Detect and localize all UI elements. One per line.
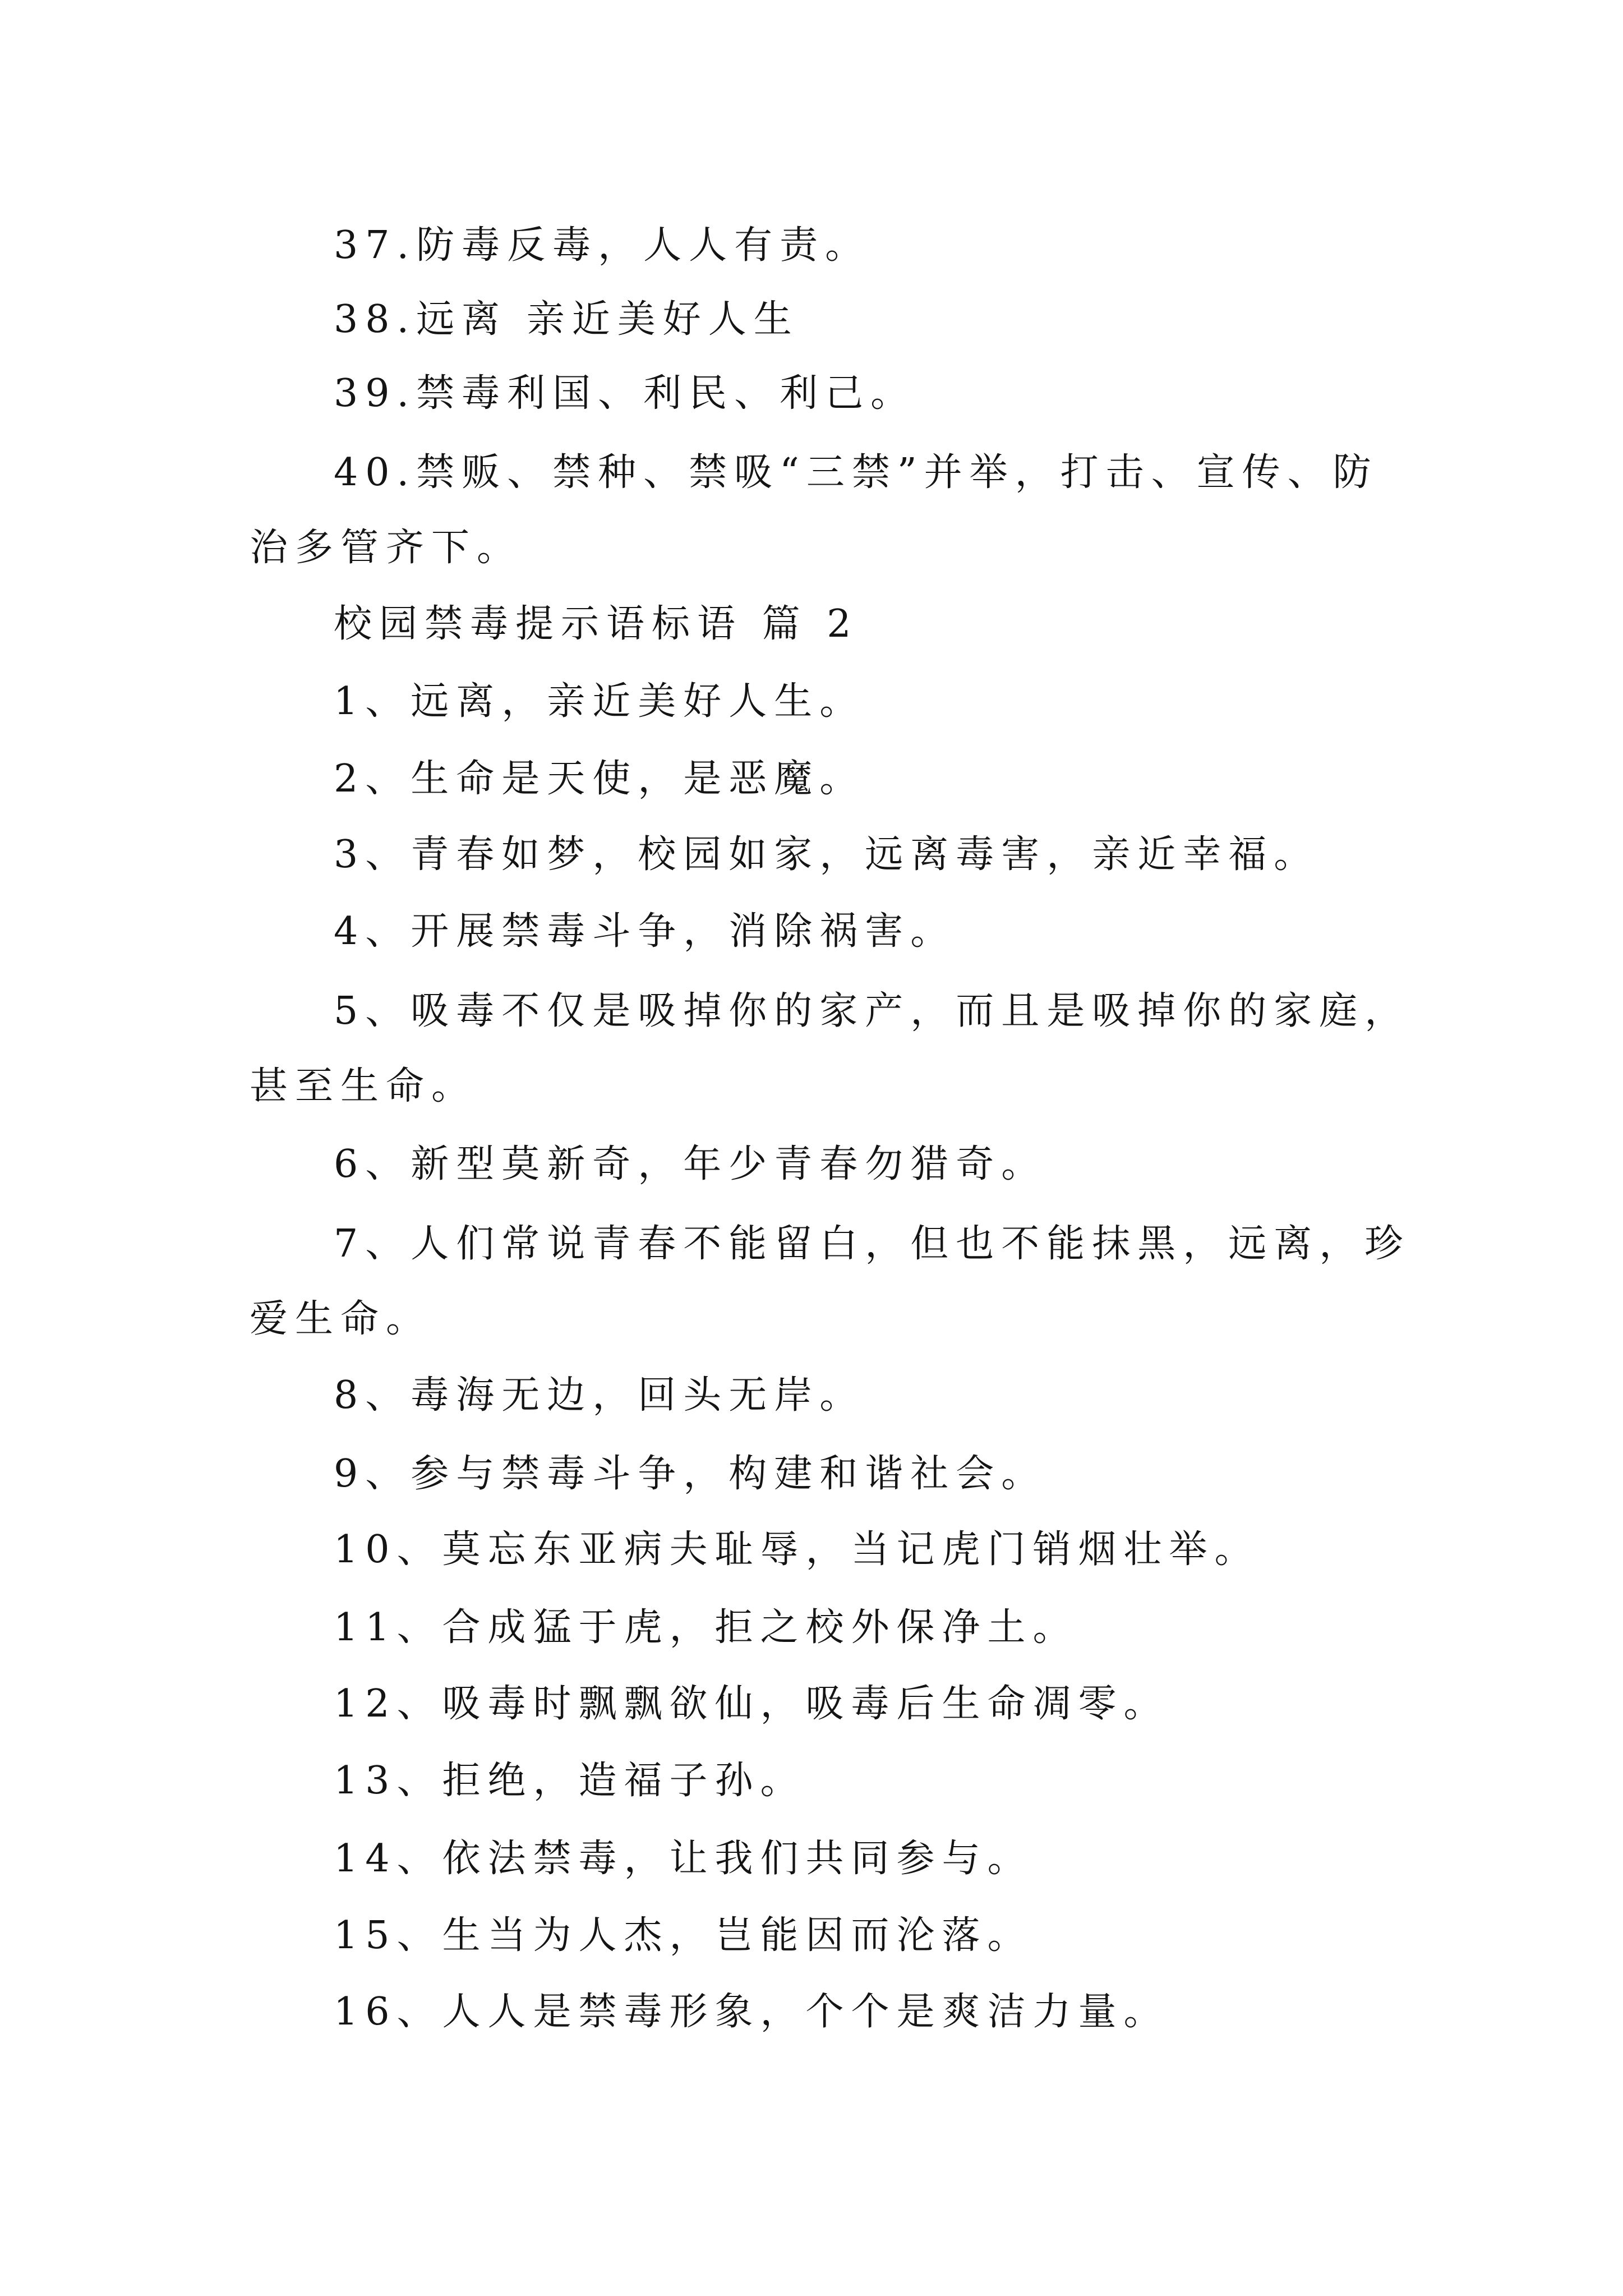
list-item: 8、毒海无边，回头无岸。	[334, 1373, 865, 1418]
text-line: 治多管齐下。	[250, 526, 523, 570]
list-item: 1、远离，亲近美好人生。	[334, 679, 865, 724]
list-item: 4、开展禁毒斗争，消除祸害。	[334, 909, 956, 954]
text-line: 37.防毒反毒，人人有责。	[334, 223, 871, 268]
list-item: 16、人人是禁毒形象，个个是爽洁力量。	[334, 1990, 1169, 2034]
list-item-continuation: 甚至生命。	[250, 1064, 477, 1108]
list-item-continuation: 爱生命。	[250, 1297, 432, 1341]
list-item: 3、青春如梦，校园如家，远离毒害，亲近幸福。	[334, 832, 1320, 877]
list-item: 10、莫忘东亚病夫耻辱，当记虎门销烟壮举。	[334, 1527, 1260, 1572]
list-item: 13、拒绝，造福子孙。	[334, 1759, 806, 1803]
list-item: 11、合成猛于虎，拒之校外保净土。	[334, 1605, 1078, 1650]
list-item: 6、新型莫新奇，年少青春勿猎奇。	[334, 1142, 1047, 1186]
text-line: 38.远离 亲近美好人生	[334, 297, 799, 342]
list-item: 7、人们常说青春不能留白，但也不能抹黑，远离，珍	[334, 1222, 1410, 1266]
text-line: 40.禁贩、禁种、禁吸“三禁”并举，打击、宣传、防	[334, 450, 1378, 495]
list-item: 9、参与禁毒斗争，构建和谐社会。	[334, 1452, 1047, 1496]
text-line: 39.禁毒利国、利民、利己。	[334, 371, 916, 416]
list-item: 12、吸毒时飘飘欲仙，吸毒后生命凋零。	[334, 1682, 1169, 1726]
section-heading: 校园禁毒提示语标语 篇 2	[334, 602, 859, 646]
list-item: 2、生命是天使，是恶魔。	[334, 757, 865, 801]
list-item: 5、吸毒不仅是吸掉你的家产，而且是吸掉你的家庭，	[334, 989, 1410, 1033]
list-item: 14、依法禁毒，让我们共同参与。	[334, 1837, 1033, 1881]
list-item: 15、生当为人杰，岂能因而沦落。	[334, 1913, 1033, 1958]
